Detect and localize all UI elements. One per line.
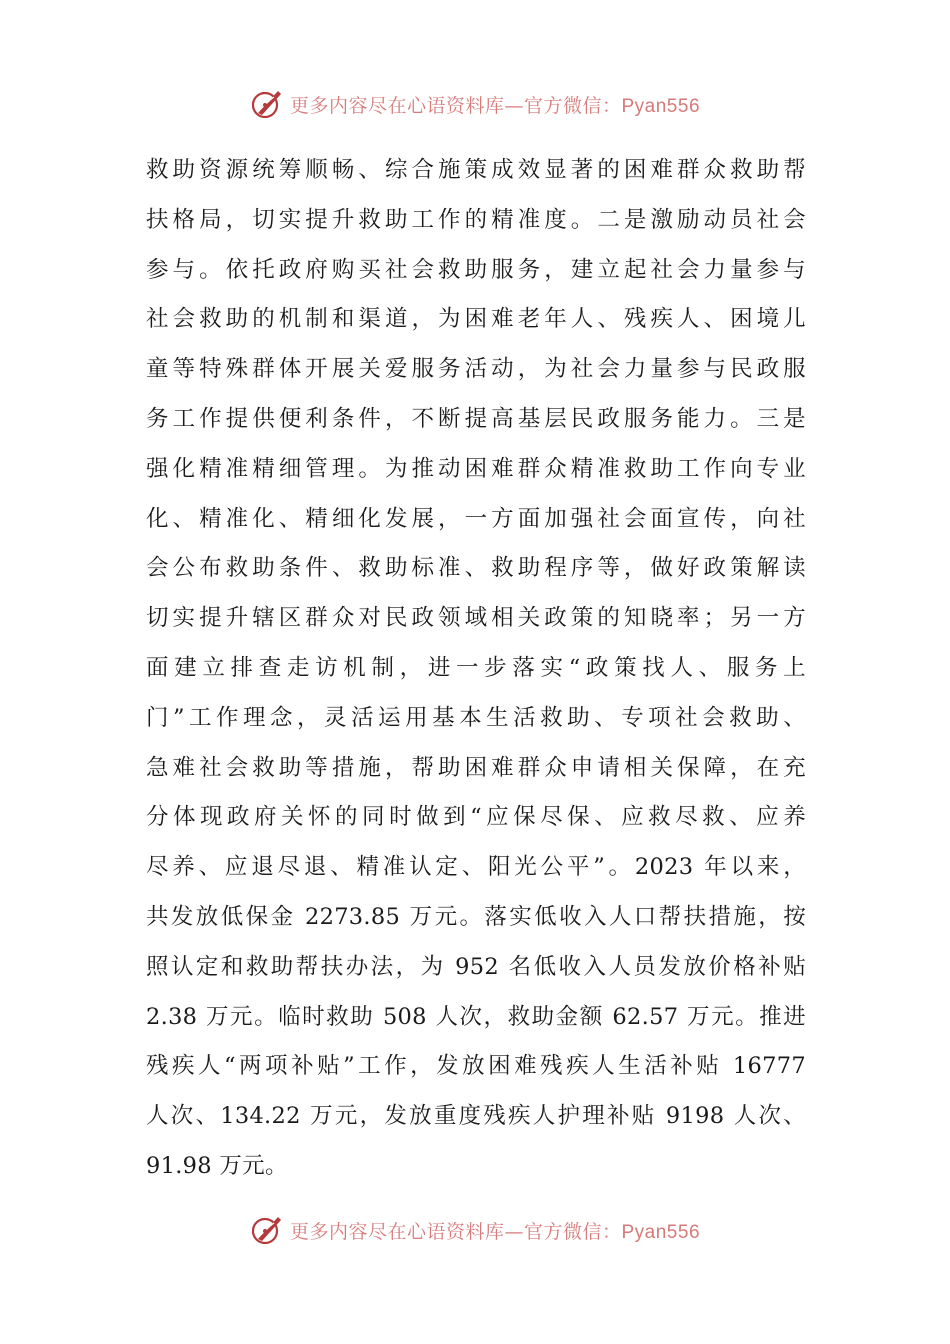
body-text-line: 务工作提供便利条件，不断提高基层民政服务能力。三是 — [146, 405, 806, 432]
quill-pen-logo-icon — [250, 1213, 284, 1247]
footer-banner-text: 更多内容尽在心语资料库—官方微信：Pyan556 — [289, 1220, 701, 1243]
body-text-line: 化、精准化、精细化发展，一方面加强社会面宣传，向社 — [146, 505, 806, 532]
body-text-line: 切实提升辖区群众对民政领域相关政策的知晓率；另一方 — [146, 605, 806, 632]
wechat-id: Pyan556 — [621, 95, 701, 117]
footer-banner — [0, 1210, 950, 1250]
body-text-line: 门”工作理念，灵活运用基本生活救助、专项社会救助、 — [146, 704, 806, 731]
body-text-line: 残疾人“两项补贴”工作，发放困难残疾人生活补贴 16777 — [146, 1053, 806, 1080]
body-text-line: 急难社会救助等措施，帮助困难群众申请相关保障，在充 — [146, 754, 806, 781]
body-text-line: 人次、134.22 万元，发放重度残疾人护理补贴 9198 人次、 — [146, 1103, 806, 1130]
body-text-line: 2.38 万元。临时救助 508 人次，救助金额 62.57 万元。推进 — [146, 1003, 806, 1030]
body-text-line: 分体现政府关怀的同时做到“应保尽保、应救尽救、应养 — [146, 804, 806, 831]
body-text-line: 社会救助的机制和渠道，为困难老年人、残疾人、困境儿 — [146, 306, 806, 333]
body-text-line: 救助资源统筹顺畅、综合施策成效显著的困难群众救助帮 — [146, 157, 806, 183]
body-text-line: 参与。依托政府购买社会救助服务，建立起社会力量参与 — [146, 256, 806, 283]
body-text-line: 扶格局，切实提升救助工作的精准度。二是激励动员社会 — [146, 206, 806, 233]
body-text-line: 会公布救助条件、救助标准、救助程序等，做好政策解读 — [146, 555, 806, 582]
body-text-line: 照认定和救助帮扶办法，为 952 名低收入人员发放价格补贴 — [146, 953, 806, 980]
body-text-line: 共发放低保金 2273.85 万元。落实低收入人口帮扶措施，按 — [146, 903, 806, 930]
body-text-line: 强化精准精细管理。为推动困难群众精准救助工作向专业 — [146, 455, 806, 482]
quill-pen-logo-icon — [250, 87, 284, 121]
document-body — [146, 146, 806, 1192]
header-banner-text: 更多内容尽在心语资料库—官方微信：Pyan556 — [289, 94, 701, 117]
body-text-line: 面建立排查走访机制，进一步落实“政策找人、服务上 — [146, 654, 806, 681]
body-text-line: 91.98 万元。 — [146, 1152, 288, 1179]
body-text-line: 尽养、应退尽退、精准认定、阳光公平”。2023 年以来， — [146, 854, 806, 881]
header-banner — [0, 84, 950, 124]
wechat-id: Pyan556 — [621, 1221, 701, 1243]
body-text-line: 童等特殊群体开展关爱服务活动，为社会力量参与民政服 — [146, 356, 806, 383]
